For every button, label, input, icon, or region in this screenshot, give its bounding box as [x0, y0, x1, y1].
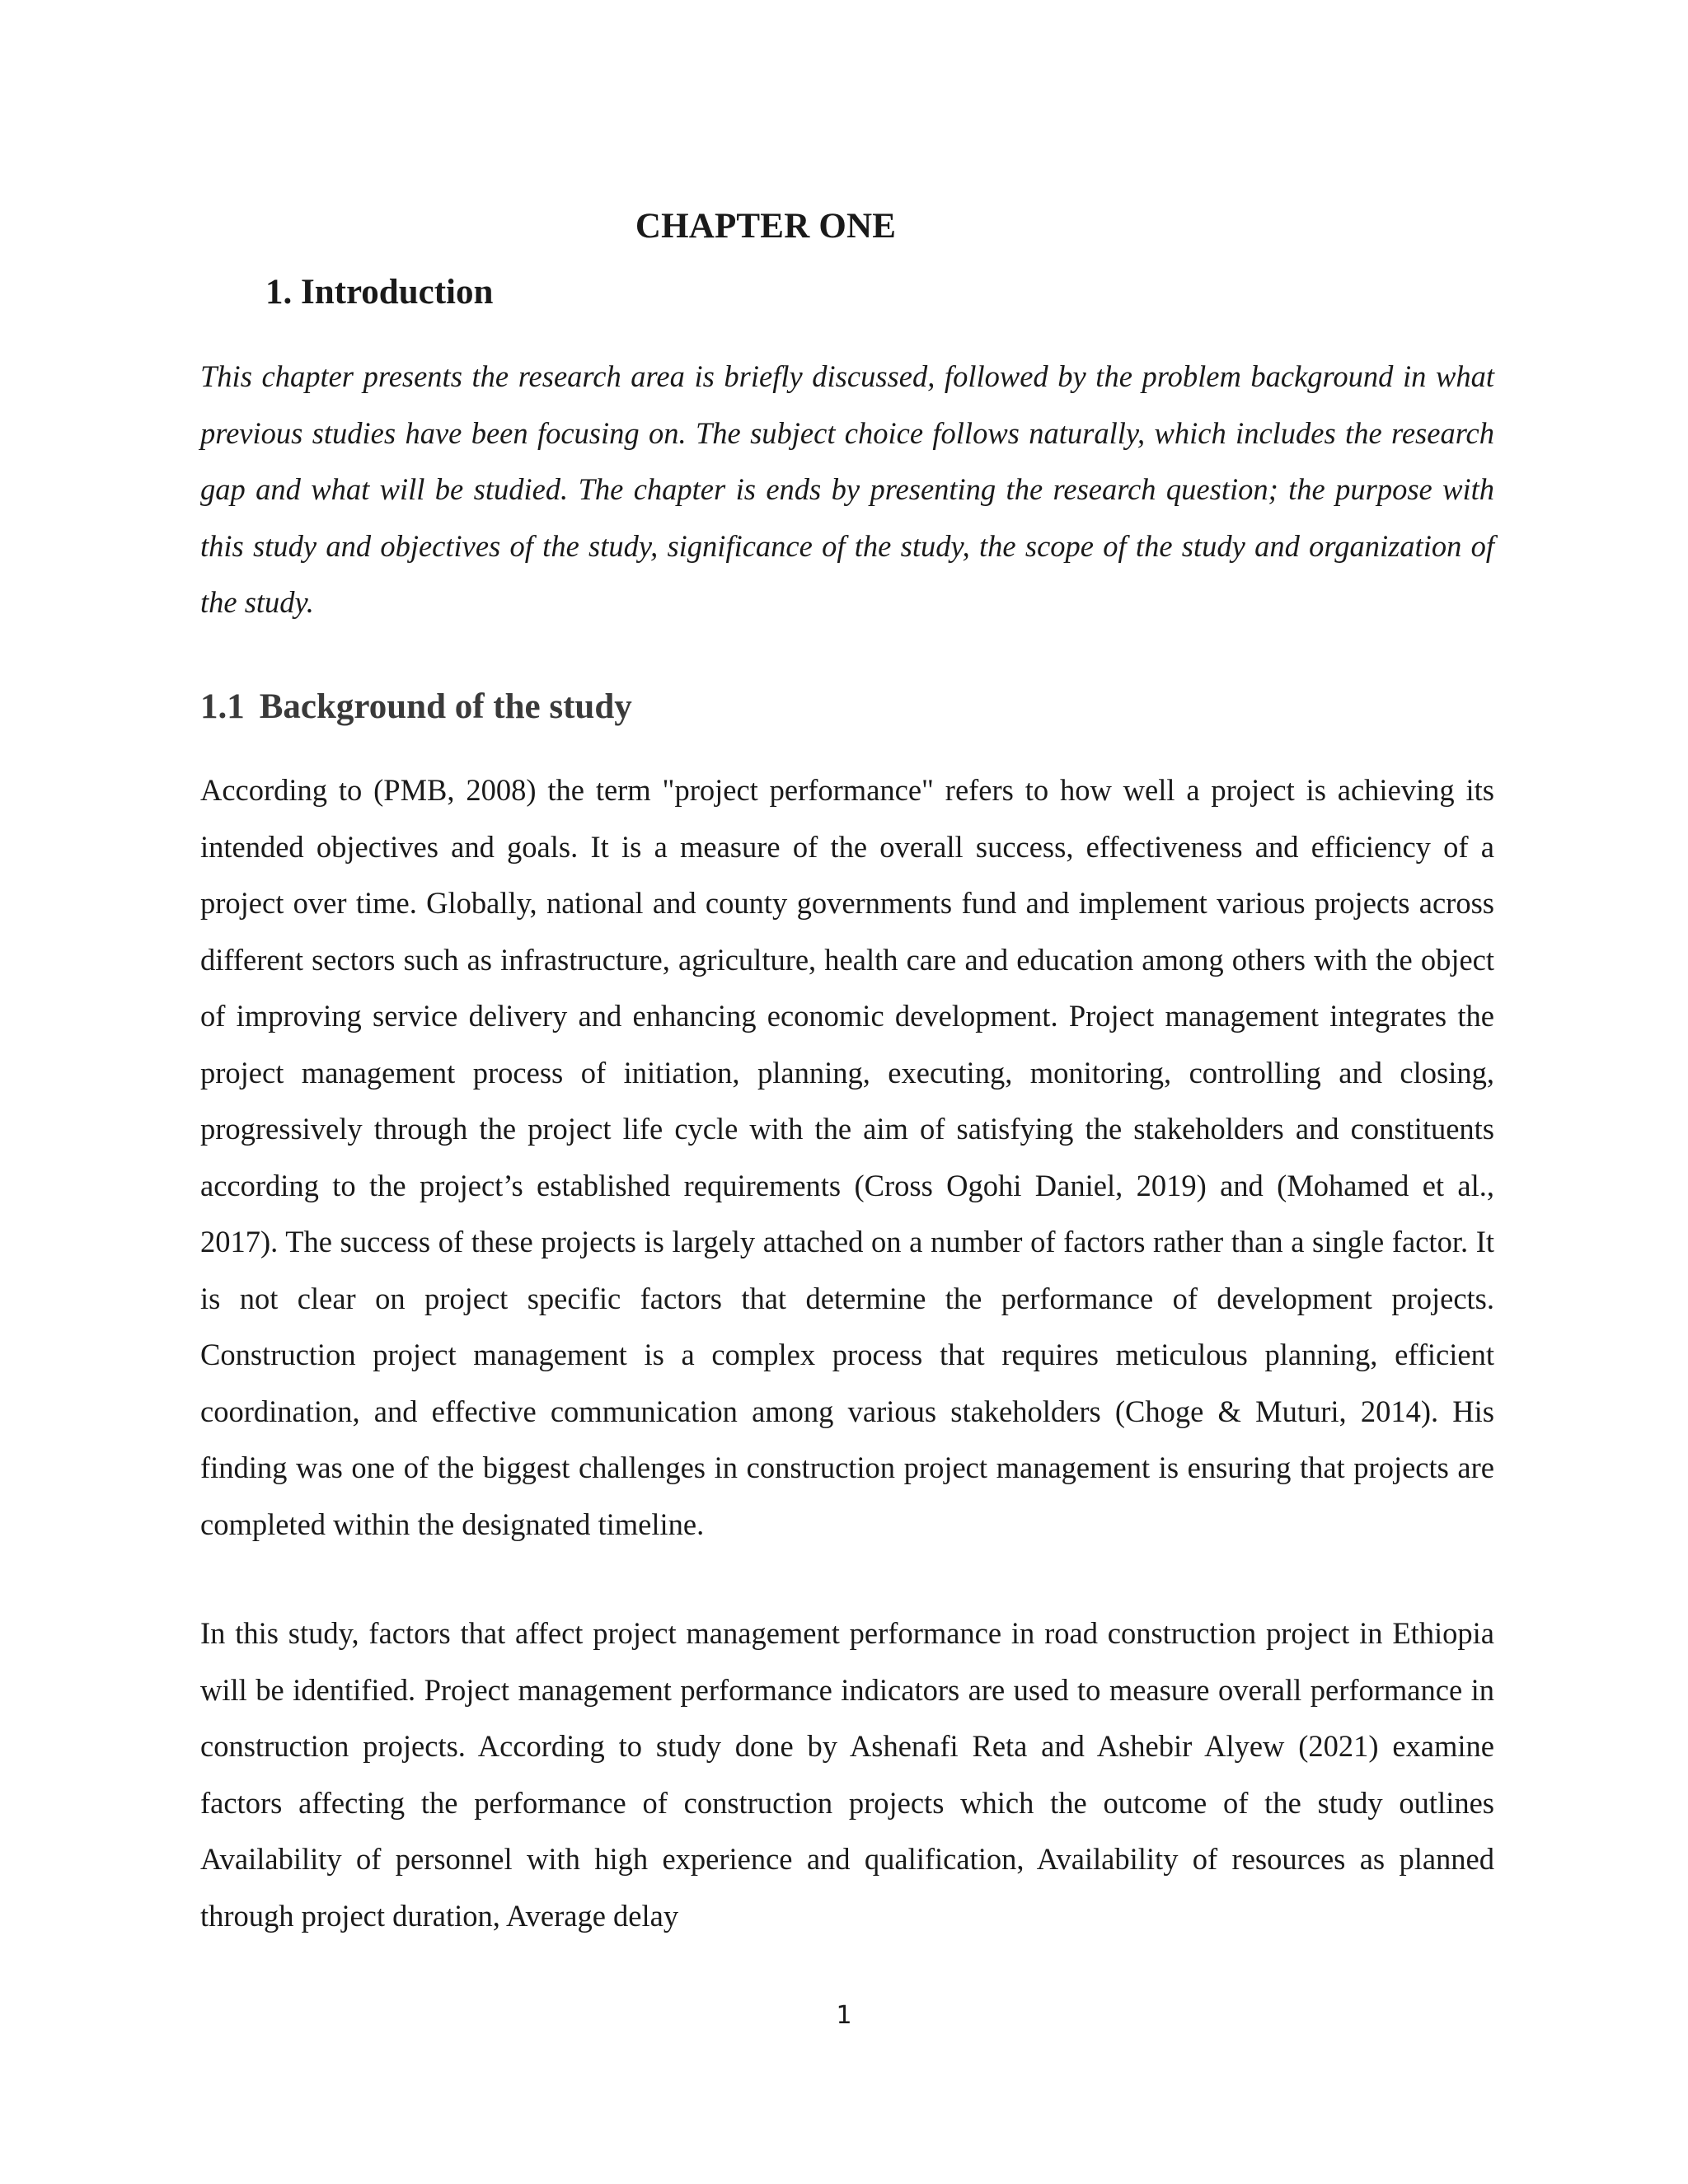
section-number: 1.1	[200, 687, 245, 726]
background-paragraph-1: According to (PMB, 2008) the term "project performance" refers to how well a project is achieving its intended objectives and goals. It is a measure of the overall success, effectiveness and efficiency of a project over time. Globally, national and county governments fund and implement various projects across different sectors such as infrastructure, agriculture, health care and education among others with the object of improving service delivery and enhancing economic development. Project management integrates the project management process of initiation, planning, executing, monitoring, controlling and closing, progressively through the project life cycle with the aim of satisfying the stakeholders and constituents according to the project’s established requirements (Cross Ogohi Daniel, 2019) and (Mohamed et al., 2017). The success of these projects is largely attached on a number of factors rather than a single factor. It is not clear on project specific factors that determine the performance of development projects. Construction project management is a complex process that requires meticulous planning, efficient coordination, and effective communication among various stakeholders (Choge & Muturi, 2014). His finding was one of the biggest challenges in construction project management is ensuring that projects are completed within the designated timeline.	[200, 773, 1494, 1541]
introduction-paragraph: This chapter presents the research area is briefly discussed, followed by the problem background in what previous studies have been focusing on. The subject choice follows naturally, which includes the research gap and what will be studied. The chapter is ends by presenting the research question; the purpose with this study and objectives of the study, significance of the study, the scope of the study and organization of the study.	[200, 359, 1494, 619]
page-number: 1	[836, 2001, 852, 2030]
background-paragraph-2: In this study, factors that affect project management performance in road construction project in Ethiopia will be identified. Project management performance indicators are used to measure overall performance in construction projects. According to study done by Ashenafi Reta and Ashebir Alyew (2021) examine factors affecting the performance of construction projects which the outcome of the study outlines Availability of personnel with high experience and qualification, Availability of resources as planned through project duration, Average delay	[200, 1616, 1494, 1933]
section-title: Background of the study	[259, 687, 632, 726]
section-heading-background	[200, 687, 632, 727]
chapter-title: CHAPTER ONE	[635, 207, 897, 246]
introduction-heading: 1. Introduction	[265, 273, 494, 312]
